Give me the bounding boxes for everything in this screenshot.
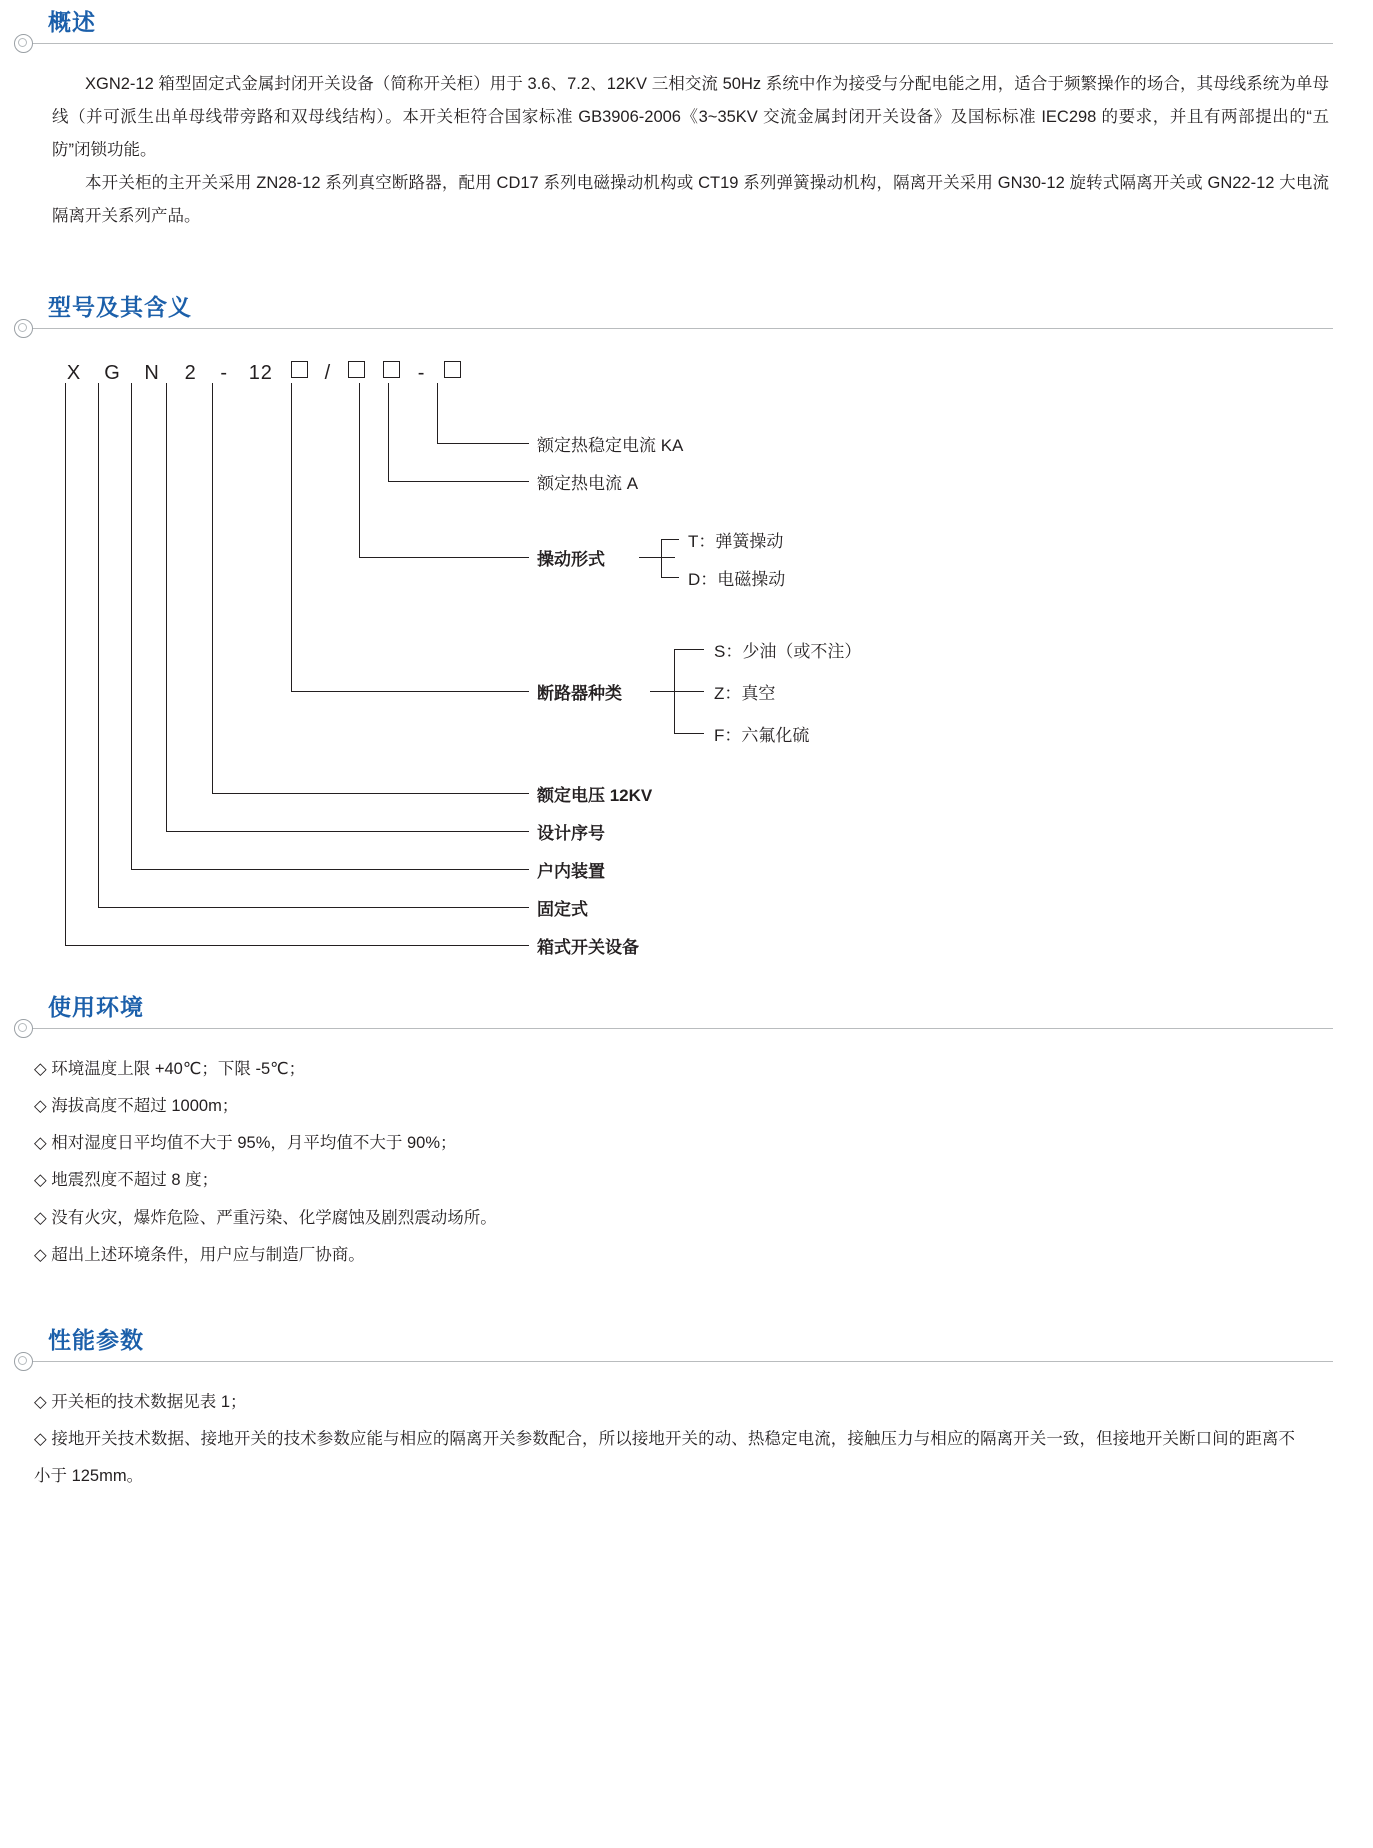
section-header-model — [20, 285, 1333, 337]
brace-line-horizontal — [674, 733, 704, 734]
list-item: ◇ 相对湿度日平均值不大于 95%，月平均值不大于 90%； — [34, 1134, 457, 1153]
label-fixed-type: 固定式 — [537, 900, 588, 919]
code-char-g: G — [104, 362, 121, 384]
brace-line-horizontal — [661, 539, 679, 540]
overview-paragraph-2: 本开关柜的主开关采用 ZN28-12 系列真空断路器，配用 CD17 系列电磁操动机构或 CT19 系列弹簧操动机构，隔离开关采用 GN30-12 旋转式隔离开关或 GN22-12 大电流隔离开关系列产品。 — [52, 174, 1329, 225]
section-title-overview: 概述 — [48, 9, 96, 35]
list-item: ◇ 海拔高度不超过 1000m； — [34, 1097, 239, 1116]
leader-line-vertical — [359, 383, 360, 557]
section-title-environment: 使用环境 — [48, 994, 144, 1020]
label-design-number: 设计序号 — [537, 824, 605, 843]
circle-marker-icon — [14, 1019, 33, 1038]
list-item: ◇ 接地开关技术数据、接地开关的技术参数应能与相应的隔离开关参数配合，所以接地开关的动、热稳定电流，接触压力与相应的隔离开关一致，但接地开关断口间的距离不小于 125mm。 — [34, 1429, 1295, 1485]
section-divider — [20, 1361, 1333, 1362]
section-performance — [0, 1318, 1373, 1495]
code-box-2 — [343, 361, 371, 385]
label-breaker-type: 断路器种类 — [537, 684, 622, 703]
list-item: ◇ 地震烈度不超过 8 度； — [34, 1171, 219, 1190]
leader-line-horizontal — [388, 481, 529, 482]
code-char-n: N — [144, 362, 160, 384]
leader-line-vertical — [98, 383, 99, 907]
label-breaker-option-s: S：少油（或不注） — [714, 642, 862, 661]
code-char-slash: / — [324, 362, 332, 384]
label-box-switchgear: 箱式开关设备 — [537, 938, 639, 957]
leader-line-vertical — [65, 383, 66, 945]
leader-line-vertical — [166, 383, 167, 831]
label-breaker-option-f: F：六氟化硫 — [714, 726, 810, 745]
model-code-row — [58, 361, 466, 385]
section-overview — [0, 0, 1373, 233]
brace-line-horizontal — [674, 649, 704, 650]
brace-line-horizontal — [674, 691, 704, 692]
section-divider — [20, 1028, 1333, 1029]
leader-line-vertical — [388, 383, 389, 481]
overview-body — [52, 68, 1329, 233]
label-thermal-current: 额定热电流 A — [537, 474, 639, 493]
code-char-x: X — [66, 362, 82, 384]
section-model — [0, 285, 1373, 957]
brace-line-horizontal — [650, 691, 674, 692]
leader-line-horizontal — [166, 831, 529, 832]
label-breaker-option-z: Z：真空 — [714, 684, 776, 703]
leader-line-horizontal — [131, 869, 529, 870]
circle-marker-icon — [14, 34, 33, 53]
label-thermal-stability-current: 额定热稳定电流 KA — [537, 436, 684, 455]
label-operating-option-t: T：弹簧操动 — [688, 532, 784, 551]
leader-line-vertical — [437, 383, 438, 443]
section-title-model: 型号及其含义 — [48, 294, 192, 320]
leader-line-horizontal — [437, 443, 529, 444]
section-header-performance — [20, 1318, 1333, 1370]
code-char-dash2: - — [417, 362, 426, 384]
code-box-1 — [285, 361, 313, 385]
code-char-dash1: - — [220, 362, 229, 384]
section-header-environment — [20, 985, 1333, 1037]
performance-list — [34, 1384, 1329, 1495]
leader-line-vertical — [131, 383, 132, 869]
section-header-overview — [20, 0, 1333, 52]
label-operating-option-d: D：电磁操动 — [688, 570, 786, 589]
brace-line-horizontal — [661, 577, 679, 578]
leader-line-horizontal — [98, 907, 529, 908]
label-rated-voltage: 额定电压 12KV — [537, 786, 653, 805]
brace-line-horizontal — [639, 557, 675, 558]
leader-line-horizontal — [65, 945, 529, 946]
code-box-4 — [438, 361, 466, 385]
brace-line-vertical — [661, 539, 662, 577]
leader-line-vertical — [291, 383, 292, 691]
circle-marker-icon — [14, 319, 33, 338]
list-item: ◇ 超出上述环境条件，用户应与制造厂协商。 — [34, 1245, 365, 1264]
leader-line-vertical — [212, 383, 213, 793]
code-box-3 — [377, 361, 405, 385]
environment-list — [34, 1051, 1329, 1274]
list-item: ◇ 环境温度上限 +40℃；下限 -5℃； — [34, 1060, 306, 1078]
section-title-performance: 性能参数 — [48, 1326, 144, 1353]
label-operating-type: 操动形式 — [537, 550, 605, 569]
overview-paragraph-1: XGN2-12 箱型固定式金属封闭开关设备（简称开关柜）用于 3.6、7.2、12KV 三相交流 50Hz 系统中作为接受与分配电能之用，适合于频繁操作的场合，其母线系统为单母线（并可派生出单母线带旁路和双母线结构）。本开关柜符合国家标准 GB3906-2006《3~35KV 交流金属封闭开关设备》及国标标准 IEC298 的要求，并且有两部提出的“五防”闭锁功能。 — [52, 75, 1329, 159]
section-divider — [20, 328, 1333, 329]
list-item: ◇ 没有火灾，爆炸危险、严重污染、化学腐蚀及剧烈震动场所。 — [34, 1208, 497, 1227]
code-char-2: 2 — [184, 362, 197, 384]
leader-line-horizontal — [291, 691, 529, 692]
circle-marker-icon — [14, 1352, 33, 1371]
code-char-12: 12 — [248, 362, 273, 384]
leader-line-horizontal — [212, 793, 529, 794]
leader-line-horizontal — [359, 557, 529, 558]
section-divider — [20, 43, 1333, 44]
label-indoor-device: 户内装置 — [537, 862, 605, 881]
model-code-diagram — [0, 351, 1373, 957]
section-environment — [0, 985, 1373, 1274]
list-item: ◇ 开关柜的技术数据见表 1； — [34, 1392, 247, 1411]
